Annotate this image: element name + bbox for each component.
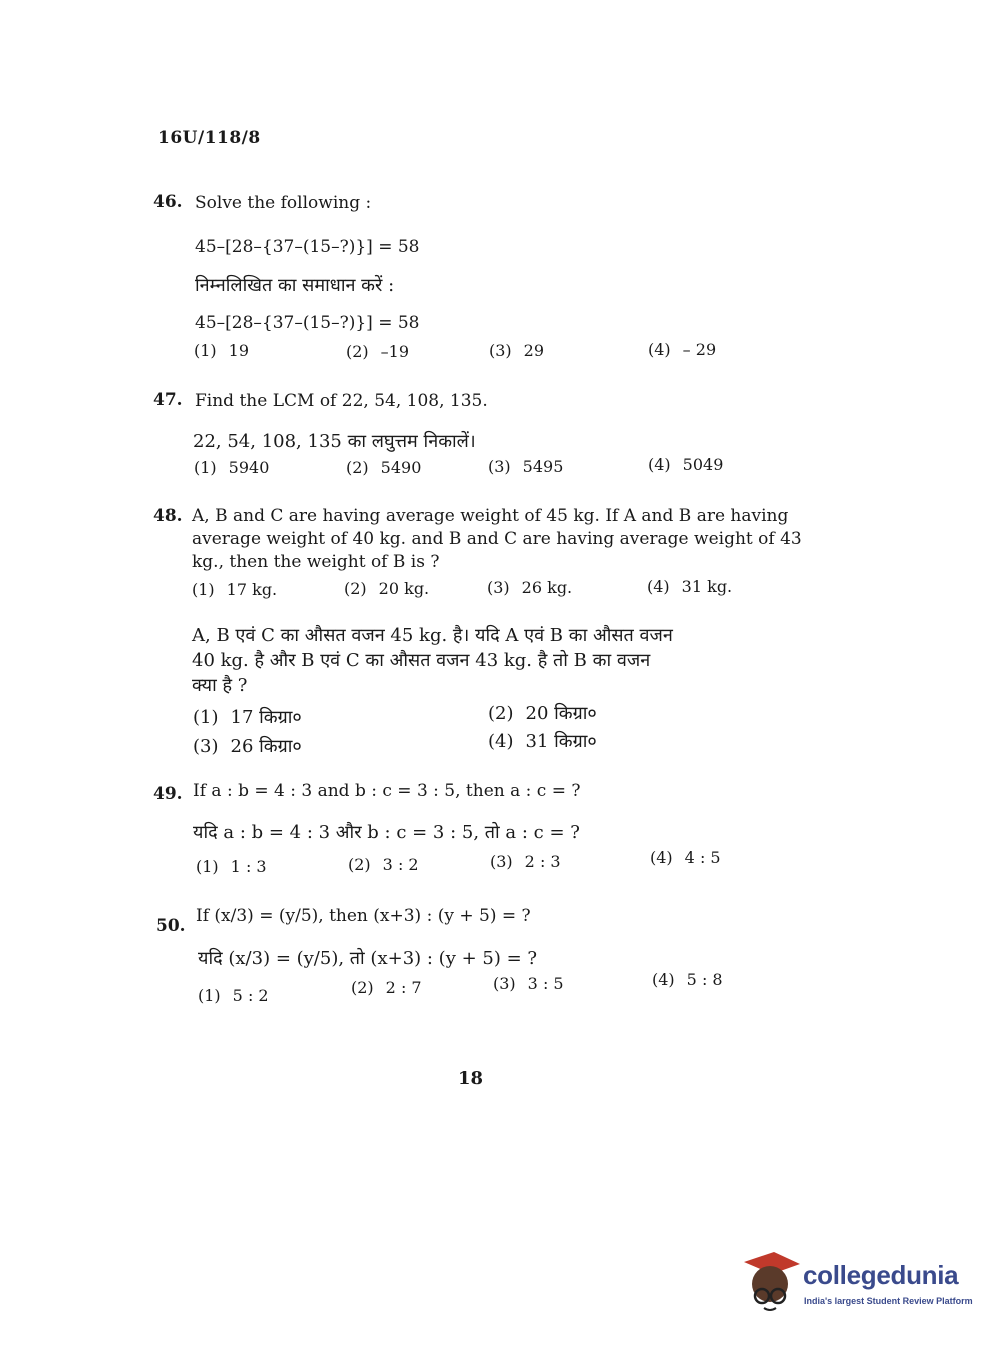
option-number: (2): [488, 703, 514, 724]
option-number: (2): [346, 458, 369, 477]
option-4: [648, 455, 723, 474]
option-4: [648, 340, 716, 359]
question-number: 46.: [153, 192, 183, 212]
option-3: [493, 974, 564, 993]
option-2: [346, 342, 409, 361]
option-value: 1 : 3: [230, 857, 267, 876]
page-number: 18: [458, 1068, 484, 1089]
document-code: 16U/118/8: [158, 128, 261, 148]
option-value: 4 : 5: [684, 848, 721, 867]
option-number: (4): [648, 340, 671, 359]
option-number: (2): [351, 978, 374, 997]
question-text-en-line-3: kg., then the weight of B is ?: [192, 552, 440, 572]
option-1: [196, 857, 267, 876]
option-number: (4): [648, 455, 671, 474]
option-value: 3 : 5: [527, 974, 564, 993]
option-1: [198, 986, 269, 1005]
option-3: [488, 457, 563, 476]
question-text-hi-line-2: 40 kg. है और B एवं C का औसत वजन 43 kg. है तो B का वजन: [192, 650, 651, 671]
option-3: [193, 734, 302, 758]
option-2: [346, 458, 421, 477]
logo-tagline: India's largest Student Review Platform: [804, 1296, 973, 1306]
option-1: [194, 341, 249, 360]
option-value: 5 : 8: [686, 970, 723, 989]
option-value: 20 किग्रा०: [525, 703, 597, 724]
option-value: 5940: [228, 458, 270, 477]
option-number: (2): [346, 342, 369, 361]
option-1: [194, 458, 269, 477]
option-number: (1): [196, 857, 219, 876]
option-value: 31 किग्रा०: [525, 731, 597, 752]
option-value: 2 : 7: [385, 978, 422, 997]
question-number: 49.: [153, 784, 183, 804]
option-number: (3): [193, 736, 219, 757]
option-value: 17 kg.: [226, 580, 278, 599]
option-4: [488, 729, 597, 753]
question-number: 50.: [156, 916, 186, 936]
option-number: (1): [193, 707, 219, 728]
option-value: 5490: [380, 458, 422, 477]
option-number: (4): [652, 970, 675, 989]
option-value: 20 kg.: [378, 579, 430, 598]
question-text-hi: निम्नलिखित का समाधान करें :: [195, 275, 395, 296]
logo-wordmark: collegedunia: [803, 1260, 959, 1290]
question-text-en: Find the LCM of 22, 54, 108, 135.: [195, 391, 488, 411]
question-text-hi-line-1: A, B एवं C का औसत वजन 45 kg. है। यदि A एवं B का औसत वजन: [192, 625, 673, 646]
option-value: 17 किग्रा०: [230, 707, 302, 728]
option-value: – 29: [682, 340, 717, 359]
option-value: 29: [523, 341, 545, 360]
option-number: (2): [348, 855, 371, 874]
option-number: (3): [487, 578, 510, 597]
mascot-icon: [740, 1248, 802, 1312]
question-expression-hi: 45–[28–{37–(15–?)}] = 58: [195, 313, 420, 333]
option-2: [488, 701, 597, 725]
question-number: 47.: [153, 390, 183, 410]
option-value: 5 : 2: [232, 986, 269, 1005]
question-text-hi: यदि a : b = 4 : 3 और b : c = 3 : 5, तो a : c = ?: [193, 822, 580, 843]
option-value: 19: [228, 341, 250, 360]
question-text-hi-line-3: क्या है ?: [192, 675, 248, 696]
collegedunia-logo: [740, 1248, 973, 1320]
option-value: 5049: [682, 455, 724, 474]
option-number: (3): [490, 852, 513, 871]
option-value: 3 : 2: [382, 855, 419, 874]
option-1: [193, 705, 302, 729]
option-number: (1): [194, 341, 217, 360]
option-2: [348, 855, 419, 874]
option-2: [344, 579, 429, 598]
option-number: (3): [493, 974, 516, 993]
option-4: [652, 970, 723, 989]
question-text-hi: यदि (x/3) = (y/5), तो (x+3) : (y + 5) = ?: [198, 948, 538, 969]
option-4: [647, 577, 732, 596]
question-text-en-line-1: A, B and C are having average weight of 45 kg. If A and B are having: [192, 506, 789, 526]
option-2: [351, 978, 422, 997]
question-text-en: Solve the following :: [195, 193, 372, 213]
option-value: 31 kg.: [681, 577, 733, 596]
option-3: [490, 852, 561, 871]
question-number: 48.: [153, 506, 183, 526]
option-number: (4): [647, 577, 670, 596]
option-4: [650, 848, 721, 867]
option-value: 26 kg.: [521, 578, 573, 597]
option-number: (1): [192, 580, 215, 599]
option-value: 2 : 3: [524, 852, 561, 871]
question-text-en: If a : b = 4 : 3 and b : c = 3 : 5, then a : c = ?: [193, 781, 581, 801]
question-text-hi: 22, 54, 108, 135 का लघुत्तम निकालें।: [193, 431, 476, 452]
option-3: [487, 578, 572, 597]
option-number: (4): [650, 848, 673, 867]
question-text-en-line-2: average weight of 40 kg. and B and C are having average weight of 43: [192, 529, 802, 549]
option-number: (1): [198, 986, 221, 1005]
question-expression-en: 45–[28–{37–(15–?)}] = 58: [195, 237, 420, 257]
question-text-en: If (x/3) = (y/5), then (x+3) : (y + 5) = ?: [196, 906, 531, 926]
option-number: (4): [488, 731, 514, 752]
option-number: (2): [344, 579, 367, 598]
option-value: –19: [380, 342, 410, 361]
option-number: (3): [488, 457, 511, 476]
option-3: [489, 341, 544, 360]
option-value: 26 किग्रा०: [230, 736, 302, 757]
option-value: 5495: [522, 457, 564, 476]
option-number: (1): [194, 458, 217, 477]
option-number: (3): [489, 341, 512, 360]
option-1: [192, 580, 277, 599]
